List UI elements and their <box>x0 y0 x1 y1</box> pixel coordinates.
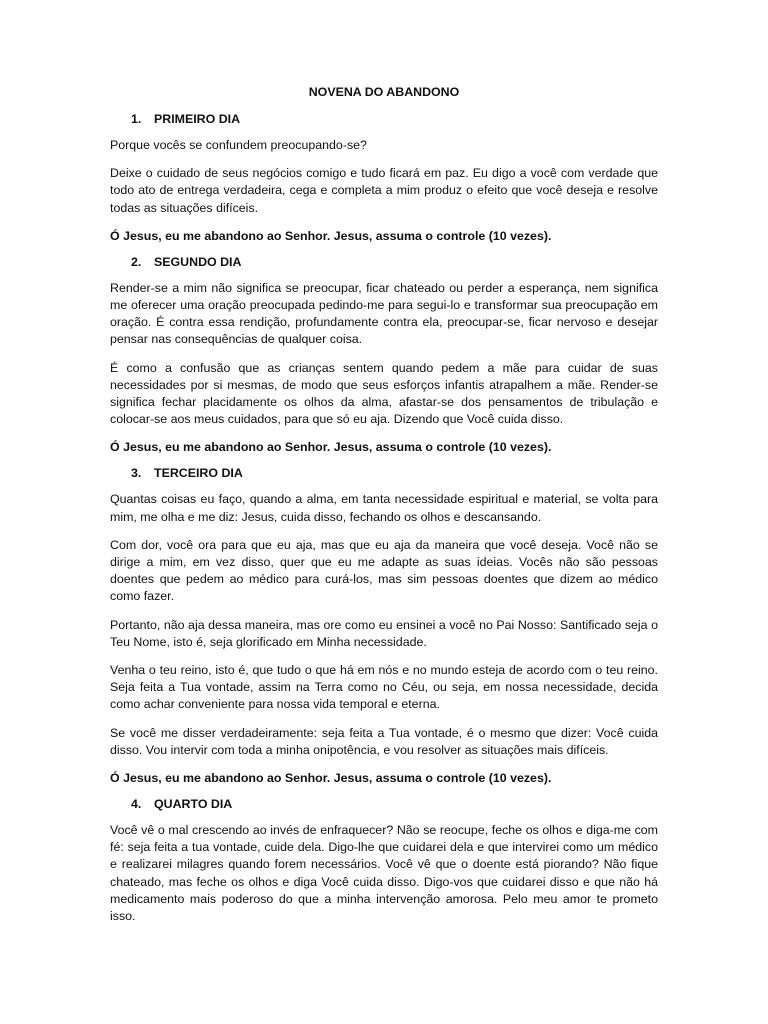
day-number: 2. <box>131 254 142 269</box>
paragraph: É como a confusão que as crianças sentem quando pedem a mãe para cuidar de suas necessidades por si mesmas, de modo que seus esforços infantis atrapalhem a mãe. Render-se significa fechar placidamente os olhos da alma, afastar-se dos pensamentos de tribulação e colocar-se aos meus cuidados, para que só eu aja. Dizendo que Você cuida disso. <box>110 360 658 427</box>
day-heading <box>110 254 658 270</box>
day-number: 3. <box>131 466 142 481</box>
prayer-line: Ó Jesus, eu me abandono ao Senhor. Jesus, assuma o controle (10 vezes). <box>110 440 552 455</box>
paragraph: Quantas coisas eu faço, quando a alma, em tanta necessidade espiritual e material, se volta para mim, me olha e me diz: Jesus, cuida disso, fechando os olhos e descansando. <box>110 492 658 524</box>
paragraph: Porque vocês se confundem preocupando-se? <box>110 138 367 152</box>
paragraph: Com dor, você ora para que eu aja, mas que eu aja da maneira que você deseja. Você não se dirige a mim, em vez disso, quer que eu me adapte as suas ideias. Vocês não são pessoas doentes que pedem ao médico para curá-los, mas sim pessoas doentes que dizem ao médico como fazer. <box>110 537 658 604</box>
day-title: TERCEIRO DIA <box>154 466 243 481</box>
document-page <box>110 84 658 936</box>
prayer-line: Ó Jesus, eu me abandono ao Senhor. Jesus, assuma o controle (10 vezes). <box>110 228 552 243</box>
day-heading <box>110 796 658 812</box>
paragraph: Você vê o mal crescendo ao invés de enfraquecer? Não se reocupe, feche os olhos e diga-me com fé: seja feita a tua vontade, cuide dela. Digo-lhe que cuidarei dela e que intervirei como um médico e realizarei milagres quando forem necessários. Você vê que o doente está piorando? Não fique chateado, mas feche os olhos e diga Você cuida disso. Digo-vos que cuidarei disso e que não há medicamento mais poderoso do que a minha intervenção amorosa. Pelo meu amor te prometo isso. <box>110 823 658 924</box>
prayer-line: Ó Jesus, eu me abandono ao Senhor. Jesus, assuma o controle (10 vezes). <box>110 771 552 786</box>
day-number: 4. <box>131 797 142 812</box>
day-title: QUARTO DIA <box>154 797 233 812</box>
paragraph: Deixe o cuidado de seus negócios comigo e tudo ficará em paz. Eu digo a você com verdade que todo ato de entrega verdadeira, cega e completa a mim produz o efeito que você deseja e resolve todas as situações difíceis. <box>110 166 658 215</box>
paragraph: Se você me disser verdadeiramente: seja feita a Tua vontade, é o mesmo que dizer: Você cuida disso. Vou intervir com toda a minha onipotência, e vou resolver as situações mais difíceis. <box>110 725 658 757</box>
day-title: SEGUNDO DIA <box>154 254 242 269</box>
paragraph: Portanto, não aja dessa maneira, mas ore como eu ensinei a você no Pai Nosso: Santificado seja o Teu Nome, isto é, seja glorificado em Minha necessidade. <box>110 617 658 649</box>
day-heading <box>110 465 658 481</box>
paragraph: Render-se a mim não significa se preocupar, ficar chateado ou perder a esperança, nem significa me oferecer uma oração preocupada pedindo-me para segui-lo e transformar sua preocupação em oração. É contra essa rendição, profundamente contra ela, preocupar-se, ficar nervoso e desejar pensar nas consequências de qualquer coisa. <box>110 280 658 347</box>
document-title: NOVENA DO ABANDONO <box>308 85 460 99</box>
day-heading <box>110 111 658 127</box>
day-title: PRIMEIRO DIA <box>154 112 241 126</box>
paragraph: Venha o teu reino, isto é, que tudo o que há em nós e no mundo esteja de acordo com o teu reino. Seja feita a Tua vontade, assim na Terra como no Céu, ou seja, em nossa necessidade, decida como achar conveniente para nossa vida temporal e eterna. <box>110 663 658 712</box>
day-number: 1. <box>131 112 142 126</box>
